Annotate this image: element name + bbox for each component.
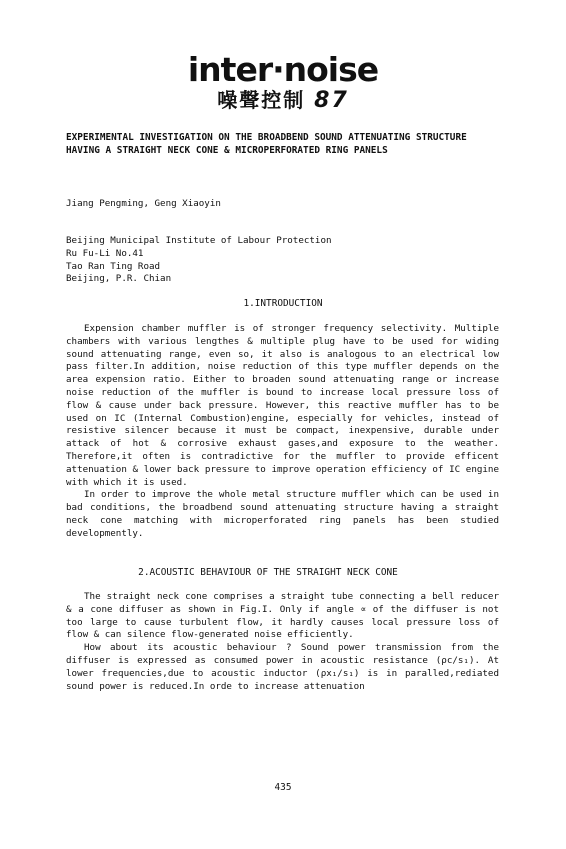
authors: Jiang Pengming, Geng Xiaoyin: [66, 198, 221, 209]
acoustic-body: [66, 591, 499, 693]
section-heading-introduction: 1.INTRODUCTION: [243, 298, 323, 309]
conference-logo-subtitle: [0, 88, 566, 113]
logo-wordmark: inter·noise: [187, 50, 379, 89]
affiliation-line-3: Tao Ran Ting Road: [66, 260, 161, 272]
affiliation-line-2: Ru Fu-Li No.41: [66, 247, 144, 259]
acoustic-paragraph-1: The straight neck cone comprises a straight tube connecting a bell reducer & a cone diffuser as shown in Fig.I. Only if angle ∝ of the diffuser is not too large to cause turbulent flow, it hardly causes local pressure loss of flow & can silence flow-generated noise efficiently.: [66, 591, 499, 641]
title-line-2: HAVING A STRAIGHT NECK CONE & MICROPERFORATED RING PANELS: [66, 144, 388, 156]
section-heading-acoustic-behaviour: 2.ACOUSTIC BEHAVIOUR OF THE STRAIGHT NECK CONE: [138, 567, 398, 578]
conference-logo: [0, 52, 566, 88]
affiliation-line-4: Beijing, P.R. Chian: [66, 273, 172, 285]
logo-chinese-text: 噪聲控制: [217, 88, 306, 112]
introduction-body: [66, 323, 499, 541]
introduction-paragraph-1: Expension chamber muffler is of stronger frequency selectivity. Multiple chambers with various lengthes & multiple plug have to be used for widing sound attenuating range, even so, it also is analogous to an electrical low pass filter.In addition, noise reduction of this type muffler depends on the area expension ratio. Either to broaden sound attenuating range or increase noise reduction of the muffler is bound to increase local pressure loss of flow & cause under back pressure. However, this reactive muffler has to be used on IC (Internal Combustion)engine, especially for vehicles, instead of resistive silencer because it must be compact, inexpensive, durable under attack of hot & corrosive exhaust gases,and exposure to the weather. Therefore,it often is contradictive for the muffler to provide efficent attenuation & lower back pressure to improve operation efficiency of IC engine with which it is used.: [66, 323, 499, 488]
affiliation-line-1: Beijing Municipal Institute of Labour Protection: [66, 235, 332, 246]
acoustic-paragraph-2: How about its acoustic behaviour ? Sound power transmission from the diffuser is expressed as consumed power in acoustic resistance (ρc/s₁). At lower frequencies,due to acoustic inductor (ρx₁/s₁) is in paralled,rediated sound power is reduced.In orde to increase attenuation: [66, 642, 499, 692]
logo-year: 87: [314, 88, 349, 113]
title-line-1: EXPERIMENTAL INVESTIGATION ON THE BROADBEND SOUND ATTENUATING STRUCTURE: [66, 132, 467, 143]
introduction-paragraph-2: In order to improve the whole metal structure muffler which can be used in bad conditions, the broadbend sound attenuating structure having a straight neck cone matching with microperforated ring panels has been studied developmently.: [66, 489, 499, 539]
paper-title: [66, 132, 499, 157]
affiliation: [66, 235, 499, 286]
page-number: 435: [274, 782, 292, 793]
